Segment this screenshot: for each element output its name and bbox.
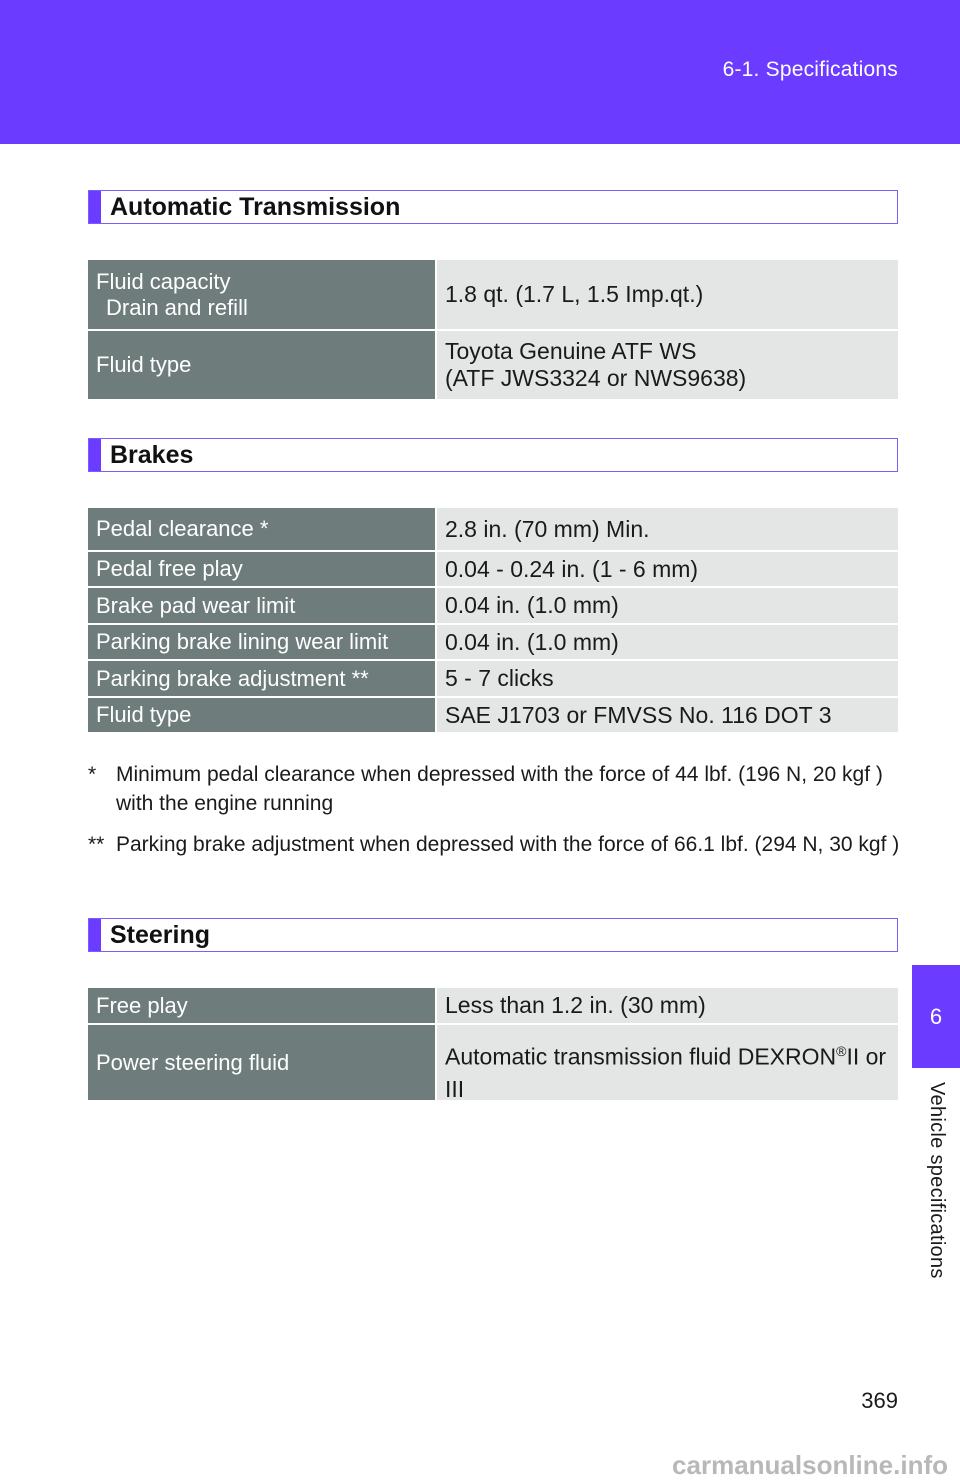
page-number: 369 bbox=[861, 1388, 898, 1413]
footnote-text: Minimum pedal clearance when depressed with the force of 44 lbf. (196 N, 20 kgf ) with the engine running bbox=[116, 763, 883, 815]
spec-label: Parking brake adjustment ** bbox=[88, 661, 435, 696]
steering-spec-table bbox=[88, 988, 898, 1102]
chapter-number: 6 bbox=[929, 1003, 943, 1029]
table-row bbox=[88, 1025, 898, 1102]
section-accent bbox=[89, 919, 101, 951]
spec-label: Power steering fluid bbox=[88, 1025, 435, 1100]
spec-value: 0.04 in. (1.0 mm) bbox=[437, 588, 898, 623]
table-row bbox=[88, 588, 898, 625]
spec-label: Fluid type bbox=[88, 331, 435, 399]
footnote-mark: * bbox=[88, 763, 97, 786]
chapter-title: 6-1. Specifications bbox=[722, 58, 898, 81]
spec-label bbox=[88, 260, 435, 329]
spec-value bbox=[437, 331, 898, 399]
spec-label: Free play bbox=[88, 988, 435, 1023]
section-heading-brakes bbox=[88, 438, 898, 472]
spec-sublabel: Drain and refill bbox=[106, 294, 248, 320]
spec-value: 2.8 in. (70 mm) Min. bbox=[437, 508, 898, 550]
chapter-side-label: Vehicle specifications bbox=[926, 1082, 948, 1279]
page-header bbox=[0, 0, 960, 144]
registered-mark: ® bbox=[836, 1043, 847, 1059]
table-row bbox=[88, 698, 898, 734]
section-title: Brakes bbox=[110, 441, 194, 469]
spec-value-line: Toyota Genuine ATF WS bbox=[445, 338, 697, 364]
section-heading-steering bbox=[88, 918, 898, 952]
footnote bbox=[88, 760, 900, 818]
section-accent bbox=[89, 439, 101, 471]
section-accent bbox=[89, 191, 101, 223]
table-row bbox=[88, 552, 898, 588]
spec-label: Parking brake lining wear limit bbox=[88, 625, 435, 659]
spec-label: Brake pad wear limit bbox=[88, 588, 435, 623]
spec-value-text: Automatic transmission fluid DEXRON bbox=[445, 1043, 837, 1070]
table-row bbox=[88, 661, 898, 698]
spec-value-line: (ATF JWS3324 or NWS9638) bbox=[445, 365, 747, 391]
spec-value: 1.8 qt. (1.7 L, 1.5 Imp.qt.) bbox=[437, 260, 898, 329]
spec-value bbox=[437, 1025, 898, 1100]
spec-value: 0.04 - 0.24 in. (1 - 6 mm) bbox=[437, 552, 898, 586]
watermark: carmanualsonline.info bbox=[672, 1450, 948, 1480]
transmission-spec-table bbox=[88, 260, 898, 401]
spec-value-text: II or III bbox=[445, 1043, 887, 1102]
brakes-spec-table bbox=[88, 508, 898, 734]
footnote-mark: ** bbox=[88, 833, 105, 856]
spec-label: Pedal clearance * bbox=[88, 508, 435, 550]
section-title: Automatic Transmission bbox=[110, 193, 401, 221]
footnote-text: Parking brake adjustment when depressed with the force of 66.1 lbf. (294 N, 30 kgf ) bbox=[116, 833, 900, 856]
section-title: Steering bbox=[110, 921, 211, 949]
spec-value: SAE J1703 or FMVSS No. 116 DOT 3 bbox=[437, 698, 898, 732]
table-row bbox=[88, 625, 898, 661]
spec-label: Fluid type bbox=[88, 698, 435, 732]
spec-label: Pedal free play bbox=[88, 552, 435, 586]
table-row bbox=[88, 508, 898, 552]
spec-value: 0.04 in. (1.0 mm) bbox=[437, 625, 898, 659]
spec-label-text: Fluid capacity bbox=[96, 268, 231, 294]
table-row bbox=[88, 260, 898, 331]
chapter-tab[interactable] bbox=[912, 965, 960, 1068]
footnote bbox=[88, 830, 900, 859]
spec-value: Less than 1.2 in. (30 mm) bbox=[437, 988, 898, 1023]
spec-value: 5 - 7 clicks bbox=[437, 661, 898, 696]
section-heading-transmission bbox=[88, 190, 898, 224]
table-row bbox=[88, 988, 898, 1025]
table-row bbox=[88, 331, 898, 401]
